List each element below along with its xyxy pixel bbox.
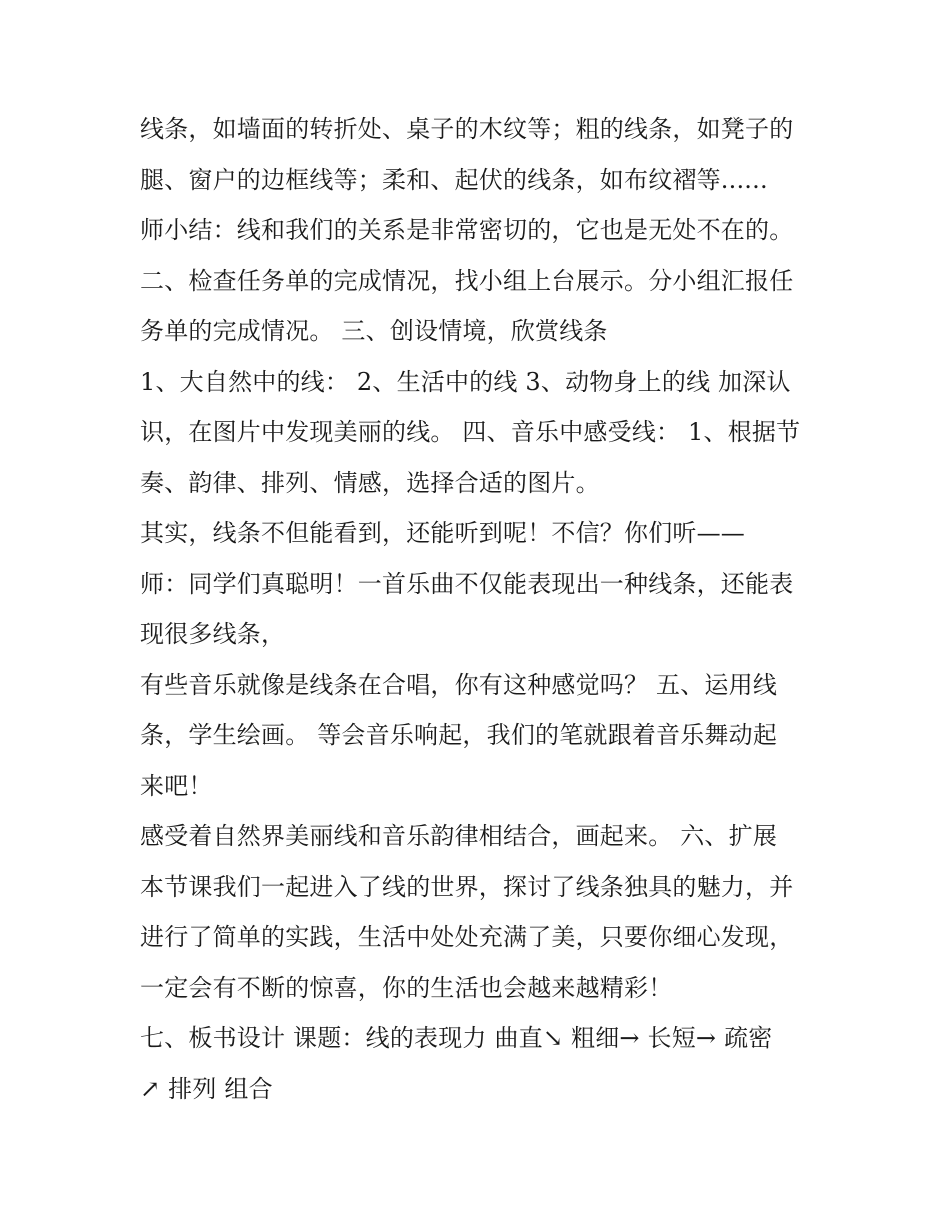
text-line: 本节课我们一起进入了线的世界，探讨了线条独具的魅力，并 [140,872,794,901]
text-line: 奏、韵律、排列、情感，选择合适的图片。 [140,468,600,497]
document-body [140,104,820,1114]
text-line: 识，在图片中发现美丽的线。 四、音乐中感受线： 1、根据节 [140,418,801,446]
text-line: 腿、窗户的边框线等；柔和、起伏的线条，如布纹褶等...... [140,165,768,194]
text-line: 线条，如墙面的转折处、桌子的木纹等；粗的线条，如凳子的 [140,115,794,143]
text-line: 一定会有不断的惊喜，你的生活也会越来越精彩！ [140,973,673,1002]
text-line: 其实，线条不但能看到，还能听到呢！不信？你们听—— [140,519,745,547]
text-line: 师小结：线和我们的关系是非常密切的，它也是无处不在的。 [140,216,794,244]
text-line: 来吧！ [140,771,213,800]
text-line: 二、检查任务单的完成情况，找小组上台展示。分小组汇报任 [140,266,794,295]
text-line: 七、板书设计 课题：线的表现力 曲直↘ 粗细→ 长短→ 疏密 [140,1024,773,1052]
text-line: 1、大自然中的线： 2、生活中的线 3、动物身上的线 加深认 [140,367,791,396]
text-line: 感受着自然界美丽线和音乐韵律相结合，画起来。 六、扩展 [140,822,778,850]
text-line: 现很多线条， [140,620,286,648]
text-line: 进行了简单的实践，生活中处处充满了美，只要你细心发现， [140,923,794,951]
text-line: ↗ 排列 组合 [140,1074,273,1103]
text-line: 条，学生绘画。 等会音乐响起，我们的笔就跟着音乐舞动起 [140,721,778,749]
text-line: 务单的完成情况。 三、创设情境，欣赏线条 [140,317,608,345]
text-line: 有些音乐就像是线条在合唱，你有这种感觉吗？ 五、运用线 [140,670,778,699]
text-line: 师：同学们真聪明！一首乐曲不仅能表现出一种线条，还能表 [140,569,794,598]
